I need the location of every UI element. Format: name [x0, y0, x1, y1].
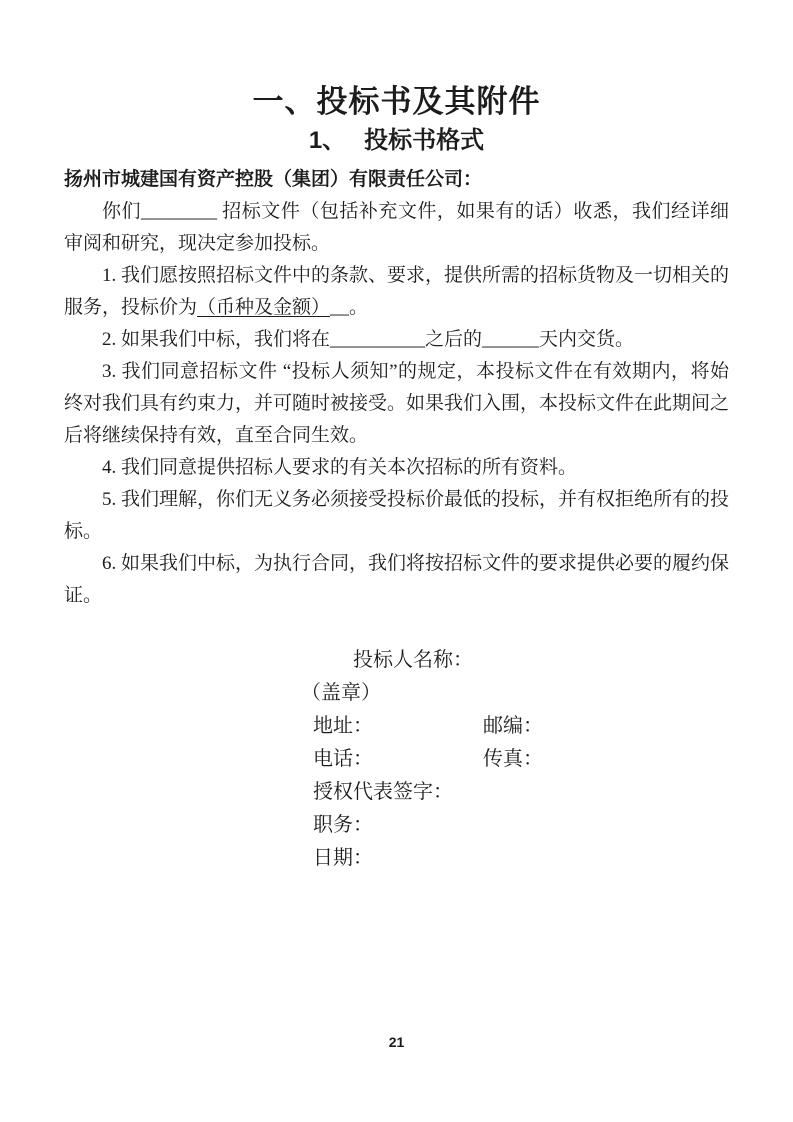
- postcode-label: 邮编：: [483, 715, 543, 737]
- list-item-5: 5. 我们理解，你们无义务必须接受投标价最低的投标，并有权拒绝所有的投标。: [64, 489, 730, 542]
- signature-block: [301, 644, 543, 875]
- document-body: [64, 164, 729, 612]
- blank-field: ________: [141, 201, 218, 222]
- authorized-rep-label: 授权代表签字：: [313, 781, 453, 803]
- blank-field: __________: [330, 329, 426, 350]
- salutation-line: 扬州市城建国有资产控股（集团）有限责任公司：: [64, 169, 483, 190]
- list-item-4: 4. 我们同意提供招标人要求的有关本次招标的所有资料。: [102, 457, 578, 478]
- fax-label: 传真：: [483, 748, 543, 770]
- item1-underlined-value: （币种及金额）: [197, 297, 331, 318]
- section-subtitle: [0, 126, 793, 156]
- seal-label: （盖章）: [301, 682, 381, 704]
- phone-label: 电话：: [313, 748, 373, 770]
- item2-text-mid: 之后的: [425, 329, 483, 350]
- intro-paragraph: [64, 196, 729, 260]
- item2-text-pre: 2. 如果我们中标，我们将在: [102, 329, 331, 350]
- address-label: 地址：: [313, 715, 373, 737]
- item1-text-pre: 1. 我们愿按照招标文件中的条款、要求，提供所需的招标货物及一切相关的服务，投标价为: [64, 265, 730, 318]
- blank-field: ______: [482, 329, 540, 350]
- position-label: 职务：: [313, 814, 373, 836]
- intro-text-pre: 你们: [102, 201, 142, 222]
- phone-fax-row: [313, 743, 543, 776]
- subtitle-text: 投标书格式: [364, 127, 485, 154]
- list-item-1: [64, 260, 729, 324]
- address-postcode-row: [313, 710, 543, 743]
- list-item-2: [64, 324, 729, 356]
- bidder-name-label: 投标人名称：: [353, 649, 473, 671]
- blank-field: __: [330, 297, 350, 318]
- subtitle-number: 1、: [308, 127, 347, 154]
- page-number: 21: [388, 1034, 405, 1050]
- intro-text-post: 招标文件（包括补充文件，如果有的话）收悉，我们经详细审阅和研究，现决定参加投标。: [64, 201, 729, 254]
- date-label: 日期：: [313, 847, 373, 869]
- document-title: 一、投标书及其附件: [252, 84, 541, 120]
- item1-text-post: 。: [349, 297, 369, 318]
- item2-text-post: 天内交货。: [539, 329, 635, 350]
- list-item-6: 6. 如果我们中标，为执行合同，我们将按招标文件的要求提供必要的履约保证。: [64, 553, 730, 606]
- list-item-3: 3. 我们同意招标文件 “投标人须知”的规定，本投标文件在有效期内，将始终对我们具有约束力，并可随时被接受。如果我们入围，本投标文件在此期间之后将继续保持有效，直至合同生效。: [64, 361, 730, 446]
